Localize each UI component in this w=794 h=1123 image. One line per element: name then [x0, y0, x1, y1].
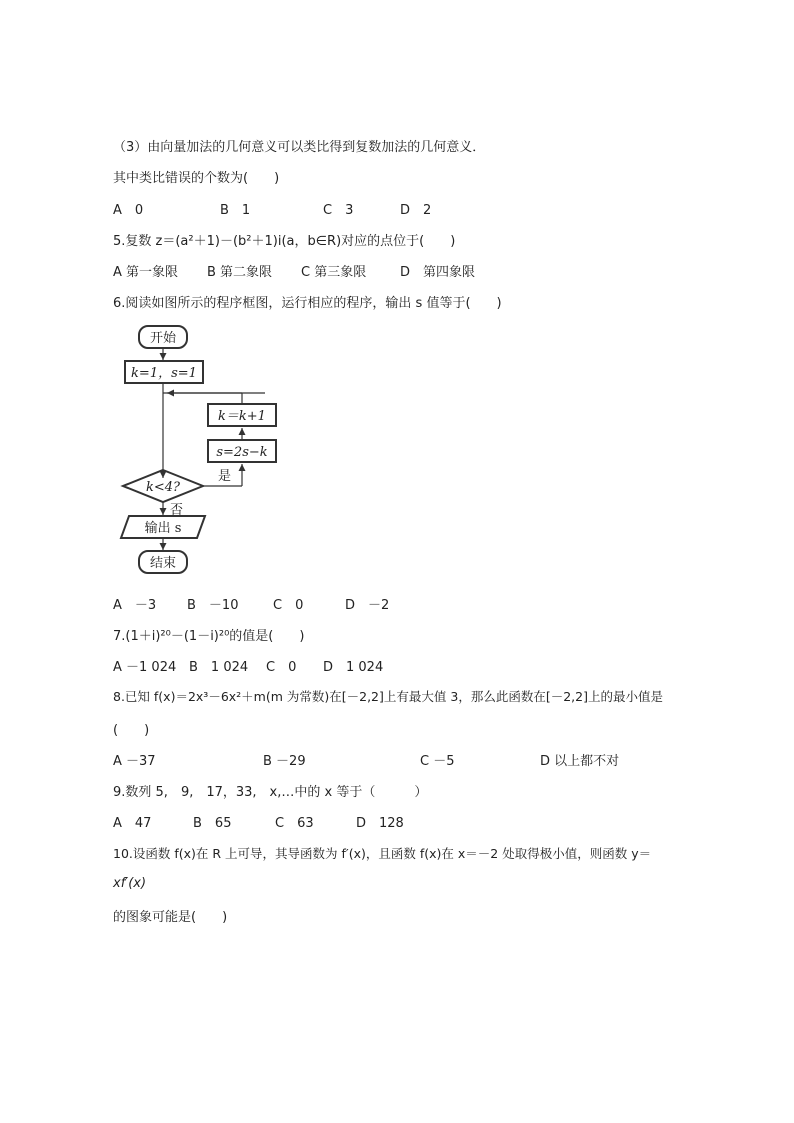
- q7-stem: 7.(1＋i)²⁰－(1－i)²⁰的值是( ): [113, 629, 305, 644]
- flow-start-label: 开始: [149, 331, 177, 346]
- q7-option-d: D 1 024: [323, 660, 384, 675]
- flow-yes-label: 是: [218, 469, 232, 484]
- flow-init-label: k=1，s=1: [131, 366, 197, 381]
- q9-option-c: C 63: [275, 816, 314, 831]
- q5-option-c: C 第三象限: [301, 265, 367, 280]
- q4-option-b: B 1: [220, 203, 251, 218]
- q10-stem-line1: 10.设函数 f(x)在 R 上可导，其导函数为 f′(x)，且函数 f(x)在 x＝－2 处取得极小值，则函数 y＝: [113, 846, 652, 861]
- q9-option-b: B 65: [193, 816, 232, 831]
- q7-option-b: B 1 024: [189, 660, 249, 675]
- q8-option-a: A －37: [113, 754, 156, 769]
- q4-option-c: C 3: [323, 203, 354, 218]
- q4-option-d: D 2: [400, 203, 432, 218]
- q9-option-a: A 47: [113, 816, 152, 831]
- flow-update-k-label: k＝k+1: [218, 409, 266, 424]
- q5-option-d: D 第四象限: [400, 265, 476, 280]
- program-flowchart: [115, 318, 295, 580]
- q8-stem-line2: ( ): [113, 723, 150, 738]
- q8-option-b: B －29: [263, 754, 306, 769]
- flow-end-label: 结束: [149, 556, 177, 571]
- q9-option-d: D 128: [356, 816, 404, 831]
- flow-update-s-label: s=2s−k: [216, 445, 268, 460]
- q6-stem: 6.阅读如图所示的程序框图，运行相应的程序，输出 s 值等于( ): [113, 296, 502, 311]
- q5-stem: 5.复数 z＝(a²＋1)－(b²＋1)i(a，b∈R)对应的点位于( ): [113, 234, 456, 249]
- q7-option-c: C 0: [266, 660, 297, 675]
- flow-condition-label: k<4?: [145, 480, 181, 495]
- q10-stem-line2: xf′(x): [113, 876, 147, 891]
- q4-item3: （3）由向量加法的几何意义可以类比得到复数加法的几何意义．: [113, 140, 486, 155]
- q8-option-d: D 以上都不对: [540, 754, 620, 769]
- q4-stem: 其中类比错误的个数为( ): [113, 171, 280, 186]
- q6-option-b: B －10: [187, 598, 239, 613]
- q6-option-a: A －3: [113, 598, 157, 613]
- q6-option-c: C 0: [273, 598, 304, 613]
- q9-stem: 9.数列 5, 9, 17，33, x,…中的 x 等于（ ）: [113, 785, 428, 800]
- flow-output-label: 输出 s: [144, 521, 182, 536]
- q8-option-c: C －5: [420, 754, 455, 769]
- q5-option-a: A 第一象限: [113, 265, 179, 280]
- q4-option-a: A 0: [113, 203, 144, 218]
- q10-stem-line3: 的图象可能是( ): [113, 910, 228, 925]
- flow-no-label: 否: [170, 503, 184, 518]
- q6-option-d: D －2: [345, 598, 390, 613]
- q8-stem-line1: 8.已知 f(x)＝2x³－6x²＋m(m 为常数)在[－2,2]上有最大值 3，那么此函数在[－2,2]上的最小值是: [113, 689, 663, 704]
- q5-option-b: B 第二象限: [207, 265, 273, 280]
- q7-option-a: A －1 024: [113, 660, 177, 675]
